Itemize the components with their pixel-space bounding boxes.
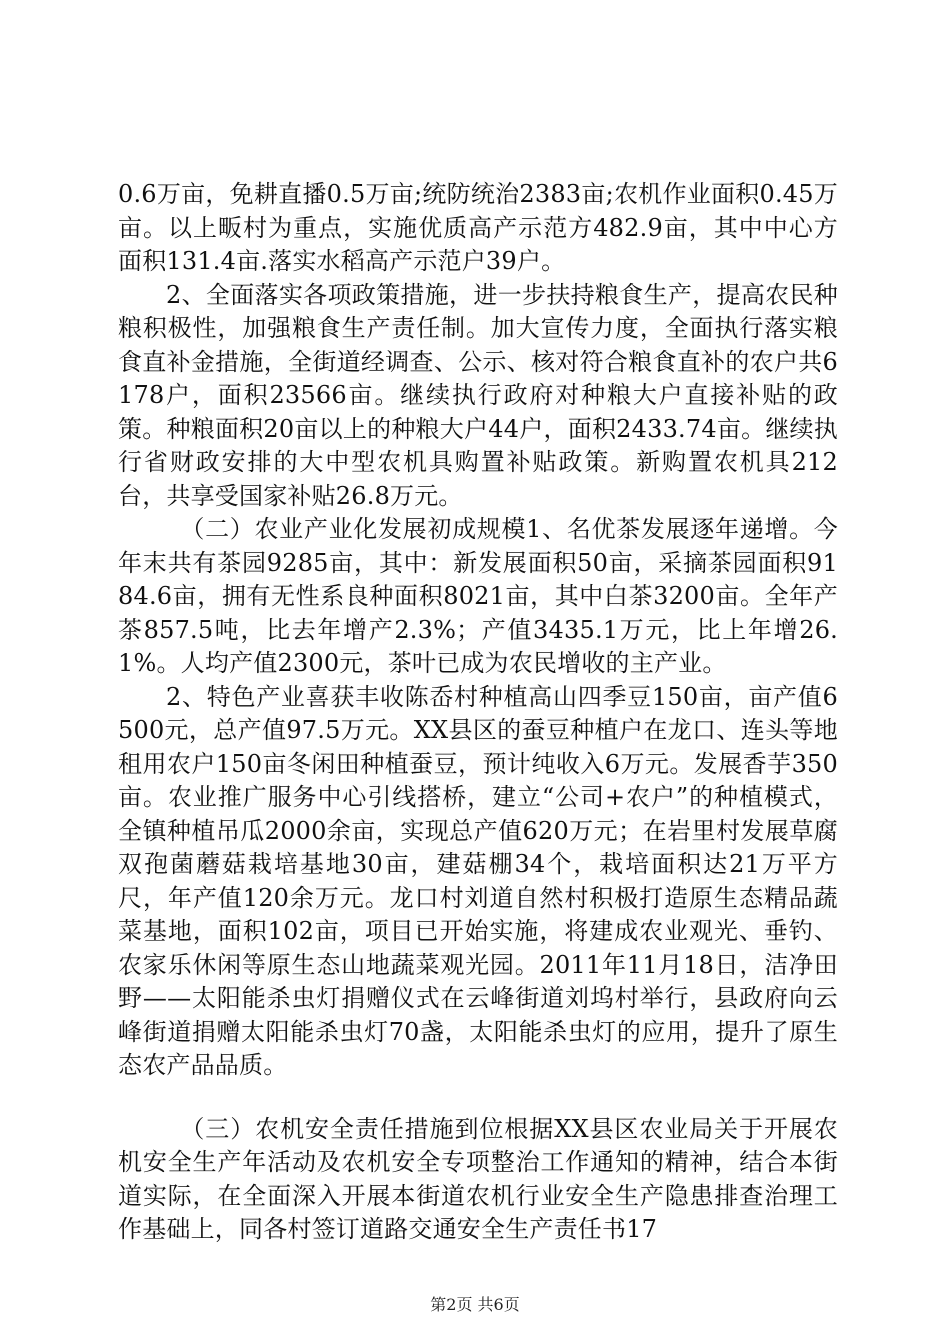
paragraph-continuation: 0.6万亩，免耕直播0.5万亩;统防统治2383亩;农机作业面积0.45万亩。以上畈村为重点，实施优质高产示范方482.9亩，其中中心方面积131.4亩.落实水稻高产示范户39户。 [118, 180, 838, 275]
paragraph-specialty-industry: 2、特色产业喜获丰收陈岙村种植高山四季豆150亩，亩产值6500元，总产值97.5万元。XX县区的蚕豆种植户在龙口、连头等地租用农户150亩冬闲田种植蚕豆，预计纯收入6万元。发展香芋350亩。农业推广服务中心引线搭桥，建立“公司+农户”的种植模式，全镇种植吊瓜2000余亩，实现总产值620万元；在岩里村发展草腐双孢菌蘑菇栽培基地30亩，建菇棚34个，栽培面积达21万平方尺，年产值120余万元。龙口村刘道自然村积极打造原生态精品蔬菜基地，面积102亩，项目已开始实施，将建成农业观光、垂钓、农家乐休闲等原生态山地蔬菜观光园。2011年11月18日，洁净田野——太阳能杀虫灯捐赠仪式在云峰街道刘坞村举行，县政府向云峰街道捐赠太阳能杀虫灯70盏，太阳能杀虫灯的应用，提升了原生态农产品品质。 [118, 682, 838, 1079]
paragraph-policy-measures: 2、全面落实各项政策措施，进一步扶持粮食生产，提高农民种粮积极性，加强粮食生产责任制。加大宣传力度，全面执行落实粮食直补金措施，全街道经调查、公示、核对符合粮食直补的农户共6178户，面积23566亩。继续执行政府对种粮大户直接补贴的政策。种粮面积20亩以上的种粮大户44户，面积2433.74亩。继续执行省财政安排的大中型农机具购置补贴政策。新购置农机具212台，共享受国家补贴26.8万元。 [118, 280, 838, 510]
document-body [118, 178, 838, 1247]
paragraph-gap [118, 1083, 838, 1113]
page-footer: 第2页 共6页 [430, 1295, 520, 1314]
paragraph-industrialization: （二）农业产业化发展初成规模1、名优茶发展逐年递增。今年末共有茶园9285亩，其中：新发展面积50亩，采摘茶园面积9184.6亩，拥有无性系良种面积8021亩，其中白茶3200亩。全年产茶857.5吨，比去年增产2.3%；产值3435.1万元，比上年增26.1%。人均产值2300元，茶叶已成为农民增收的主产业。 [118, 515, 838, 677]
paragraph-machinery-safety: （三）农机安全责任措施到位根据XX县区农业局关于开展农机安全生产年活动及农机安全专项整治工作通知的精神，结合本街道实际，在全面深入开展本街道农机行业安全生产隐患排查治理工作基础上，同各村签订道路交通安全生产责任书17 [118, 1114, 838, 1243]
